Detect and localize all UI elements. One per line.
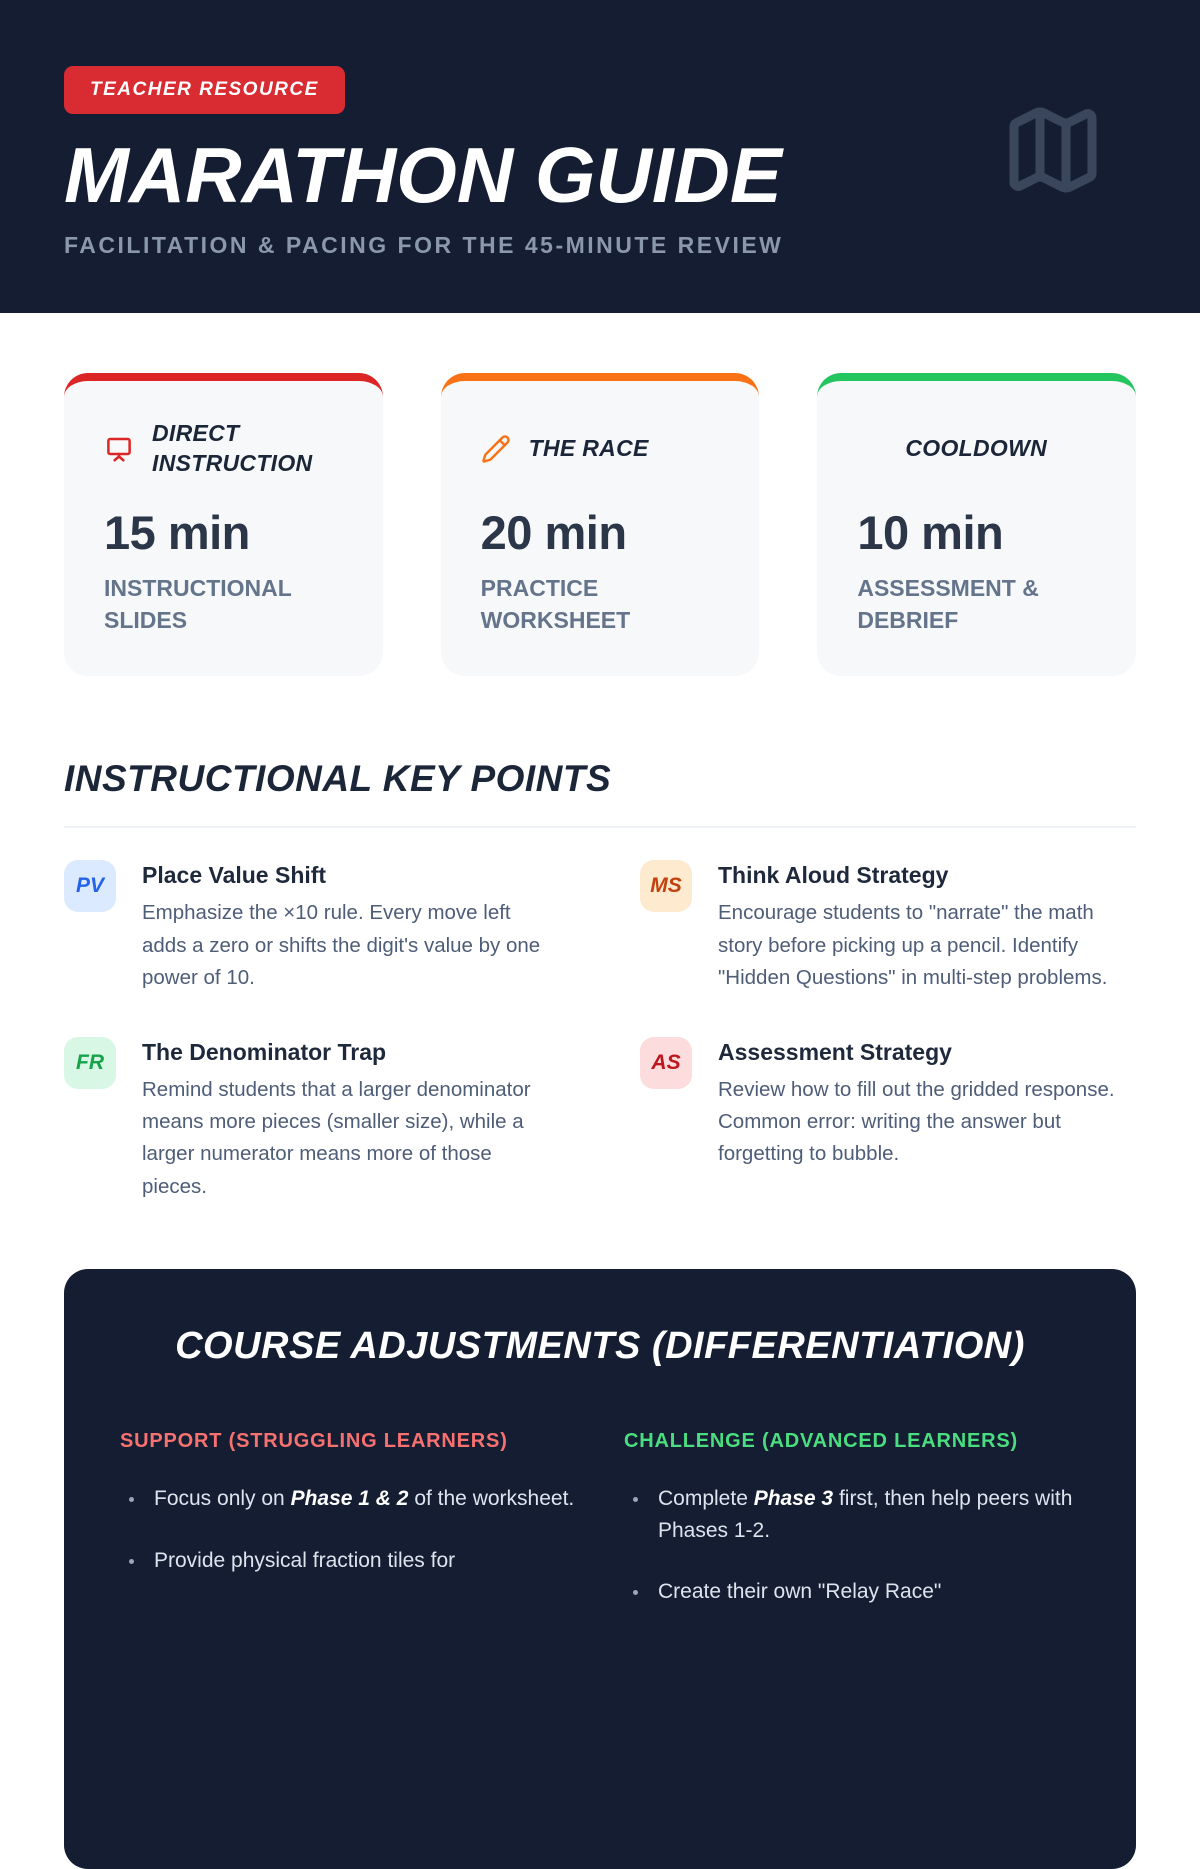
card-description: INSTRUCTIONAL SLIDES (104, 575, 292, 634)
bullet-text: Provide physical fraction tiles for (154, 1548, 456, 1572)
key-point-title: Place Value Shift (142, 862, 327, 889)
teacher-resource-badge: TEACHER RESOURCE (64, 66, 345, 114)
list-item (650, 1576, 1080, 1608)
key-point-text (142, 860, 560, 994)
ms-badge: MS (640, 860, 692, 912)
divider (64, 826, 1136, 828)
key-points-section (64, 758, 1136, 1203)
bullet-emphasis: Phase 1 & 2 (290, 1487, 409, 1510)
main-content (0, 373, 1200, 1869)
support-header: SUPPORT (STRUGGLING LEARNERS) (120, 1430, 508, 1452)
page-header (0, 0, 1200, 313)
pencil-icon (481, 434, 511, 464)
bullet-text: Focus only on (154, 1487, 291, 1510)
list-item (146, 1483, 576, 1515)
support-column (120, 1430, 576, 1638)
card-duration: 10 min (857, 506, 1004, 559)
course-adjustments-heading: COURSE ADJUSTMENTS (DIFFERENTIATION) (175, 1325, 1025, 1367)
key-point-think-aloud (640, 860, 1136, 994)
card-head (104, 419, 343, 479)
card-duration: 15 min (104, 506, 250, 559)
as-badge: AS (640, 1037, 692, 1089)
challenge-column (624, 1430, 1080, 1638)
cooldown-icon-placeholder (857, 434, 887, 464)
card-the-race (441, 373, 760, 676)
card-head (481, 419, 720, 479)
adjustments-grid (120, 1430, 1080, 1638)
key-point-body: Remind students that a larger denominator means more pieces (smaller size), while a larger numerator means more of those pieces. (142, 1077, 531, 1198)
list-item (650, 1483, 1080, 1546)
bullet-text: Create their own "Relay Race" (658, 1580, 942, 1603)
key-point-text (718, 860, 1136, 994)
key-point-title: Think Aloud Strategy (718, 862, 949, 889)
bullet-emphasis: Phase 3 (753, 1487, 834, 1510)
card-description: PRACTICE WORKSHEET (480, 575, 631, 634)
card-duration: 20 min (480, 506, 627, 559)
presentation-easel-icon (104, 434, 134, 464)
pacing-cards (64, 373, 1136, 676)
key-point-title: The Denominator Trap (142, 1038, 387, 1065)
key-point-denominator-trap (64, 1037, 560, 1204)
map-icon (1001, 98, 1105, 207)
fr-badge: FR (64, 1037, 116, 1089)
bullet-text: Complete (658, 1487, 754, 1510)
pv-badge: PV (64, 860, 116, 912)
key-point-text (718, 1037, 1136, 1171)
key-point-body: Emphasize the ×10 rule. Every move left adds a zero or shifts the digit's value by one power of 10. (142, 901, 541, 990)
key-points-heading: INSTRUCTIONAL KEY POINTS (64, 758, 612, 800)
card-title: THE RACE (528, 435, 649, 462)
page-subtitle: FACILITATION & PACING FOR THE 45-MINUTE REVIEW (64, 232, 784, 258)
card-cooldown (817, 373, 1136, 676)
key-point-assessment (640, 1037, 1136, 1204)
card-title: COOLDOWN (905, 435, 1048, 462)
card-direct-instruction (64, 373, 383, 676)
list-item (146, 1545, 576, 1577)
card-description: ASSESSMENT & DEBRIEF (857, 575, 1039, 634)
key-point-body: Review how to fill out the gridded response. Common error: writing the answer but forgetting to bubble. (718, 1077, 1115, 1166)
key-point-title: Assessment Strategy (718, 1038, 952, 1065)
bullet-text: first, then help peers with Phases 1-2. (658, 1487, 1073, 1542)
key-points-grid (64, 860, 1136, 1203)
challenge-bullet-list (624, 1483, 1080, 1608)
card-head (857, 419, 1096, 479)
challenge-header: CHALLENGE (ADVANCED LEARNERS) (624, 1430, 1018, 1452)
course-adjustments-panel (64, 1269, 1136, 1869)
card-title: DIRECT INSTRUCTION (152, 420, 313, 476)
page-title: MARATHON GUIDE (64, 131, 782, 219)
key-point-body: Encourage students to "narrate" the math story before picking up a pencil. Identify "Hidden Questions" in multi-step problems. (718, 901, 1108, 990)
bullet-text: of the worksheet. (408, 1487, 575, 1510)
key-point-text (142, 1037, 560, 1204)
support-bullet-list (120, 1483, 576, 1576)
key-point-place-value (64, 860, 560, 994)
